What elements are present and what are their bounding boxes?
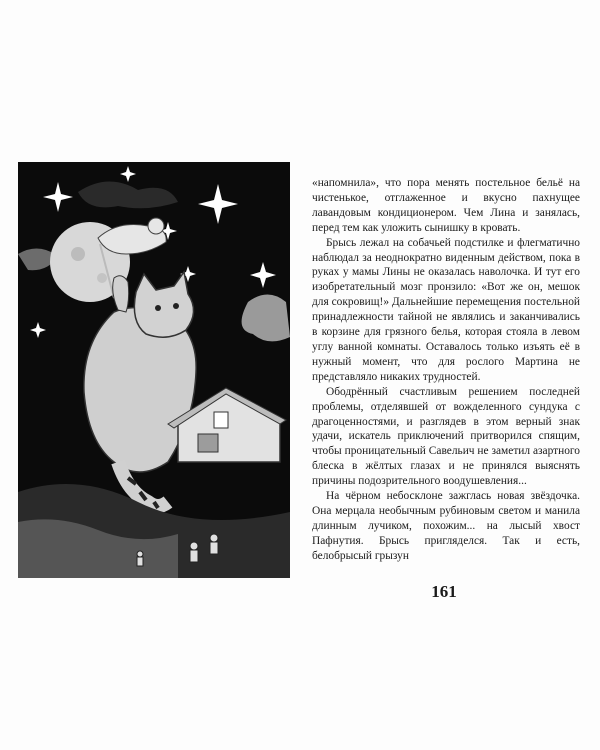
paragraph-1: «напомнила», что пора менять постельное бельё на чистенькое, отглаженное и вкусно пахнущее лавандовым кондиционером. Чем Лина и занялась, перед тем как уложить сынишку в кровать. <box>312 177 580 234</box>
night-sky-cat-rat-moon-illustration <box>18 162 290 578</box>
paragraph-3: Ободрённый счастливым решением последней проблемы, отделявшей от вожделенного сундука с драгоценностями, и разглядев в этом верный знак удачи, искатель приключений притворился спящим, чтобы проницательный Савельич не заметил азартного блеска в жёлтых глазах и не принялся выяснять причины подозрительного воодушевления... <box>312 385 580 488</box>
paragraph-4: На чёрном небосклоне зажглась новая звёздочка. Она мерцала необычным рубиновым светом и манила длинным лучиком, похожим... на лысый хвост Пафнутия. Брысь пригляделся. Так и есть, белобрысый грызун <box>312 490 580 562</box>
page-number: 161 <box>431 582 457 601</box>
paragraph-2: Брысь лежал на собачьей подстилке и флегматично наблюдал за неоднократно виденным действом, пока в руках у мамы Лины не оказалась наволочка. И тут его изобретательный мозг пронзило: «Вот же он, мешок для сокровищ!» Дальнейшие перемещения постельной принадлежности тайной не являлись и заканчивались в корзине для грязного белья, которая стояла в левом углу ванной комнаты. Оставалось только изъять её в нужный момент, что для рослого Мартина не представляло никаких трудностей. <box>312 236 580 383</box>
book-illustration <box>18 162 290 578</box>
body-text-column <box>312 176 580 564</box>
